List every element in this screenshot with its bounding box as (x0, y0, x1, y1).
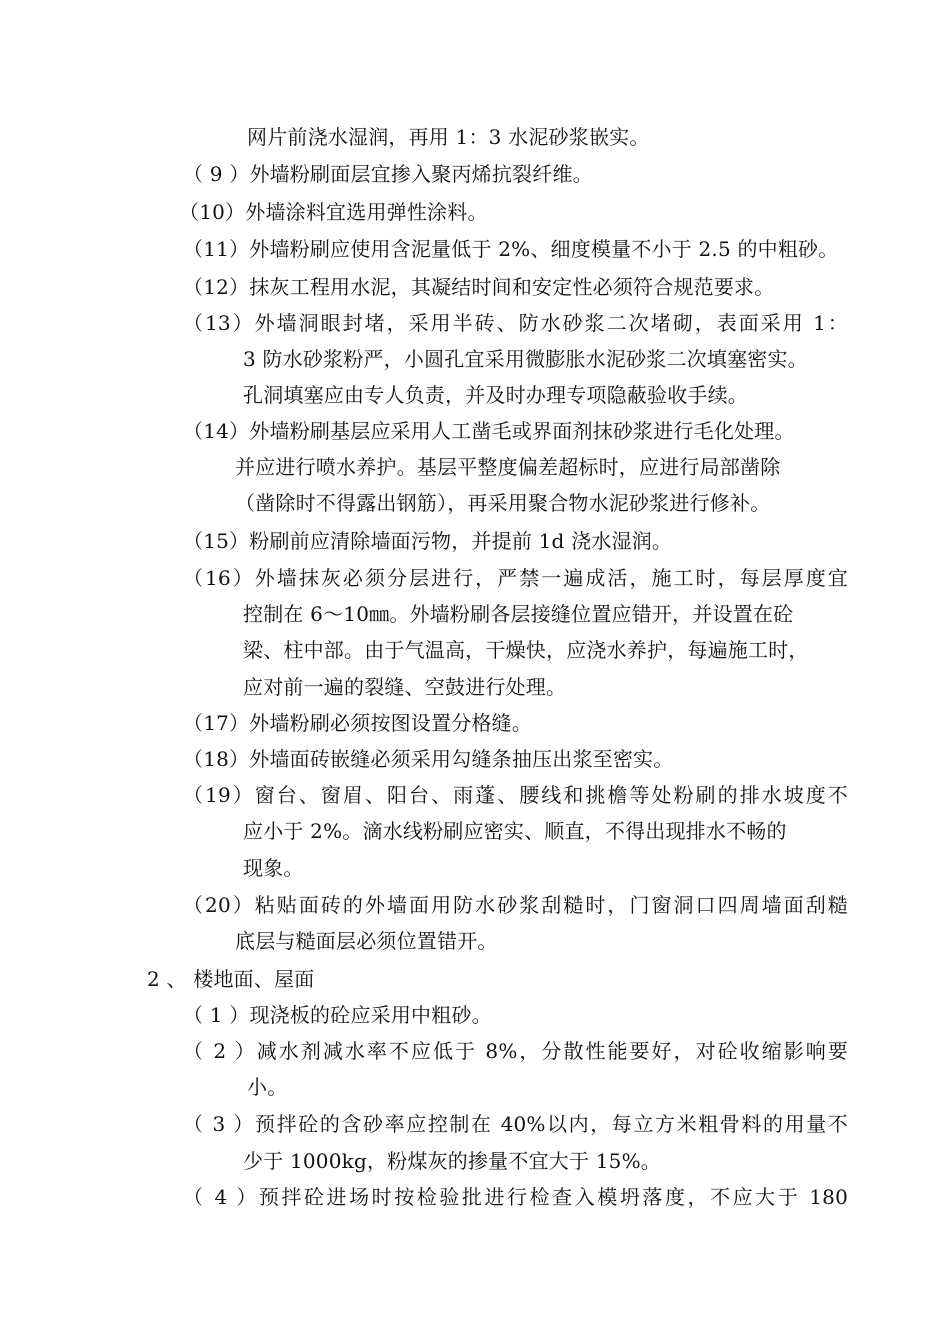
text-line: 现象。 (243, 856, 304, 880)
text-line: （ 1 ）现浇板的砼应采用中粗砂。 (183, 1003, 492, 1027)
section-heading: 2 、 楼地面、屋面 (147, 967, 315, 991)
text-line: 小。 (247, 1075, 288, 1099)
text-line: （17）外墙粉刷必须按图设置分格缝。 (183, 711, 533, 735)
text-line: 3 防水砂浆粉严，小圆孔宜采用微膨胀水泥砂浆二次填塞密实。 (243, 347, 808, 371)
text-line: （ 9 ）外墙粉刷面层宜掺入聚丙烯抗裂纤维。 (183, 162, 593, 186)
text-line: （18）外墙面砖嵌缝必须采用勾缝条抽压出浆至密实。 (183, 747, 674, 771)
text-line: 应小于 2%。滴水线粉刷应密实、顺直，不得出现排水不畅的 (243, 819, 787, 843)
text-line: （13）外墙洞眼封堵，采用半砖、防水砂浆二次堵砌，表面采用 1： (183, 311, 848, 335)
text-line: 少于 1000kg，粉煤灰的掺量不宜大于 15%。 (243, 1149, 661, 1173)
text-line: 底层与糙面层必须位置错开。 (235, 929, 498, 953)
text-line: 应对前一遍的裂缝、空鼓进行处理。 (243, 675, 567, 699)
text-line: （20）粘贴面砖的外墙面用防水砂浆刮糙时，门窗洞口四周墙面刮糙 (183, 893, 848, 917)
text-line: （ 2 ）减水剂减水率不应低于 8%，分散性能要好，对砼收缩影响要 (183, 1039, 848, 1063)
text-line: 并应进行喷水养护。基层平整度偏差超标时，应进行局部凿除 (235, 455, 781, 479)
text-line: （12）抹灰工程用水泥，其凝结时间和安定性必须符合规范要求。 (183, 275, 775, 299)
text-line: （15）粉刷前应清除墙面污物，并提前 1d 浇水湿润。 (183, 529, 673, 553)
text-line: （10）外墙涂料宜选用弹性涂料。 (179, 200, 488, 224)
text-line: 孔洞填塞应由专人负责，并及时办理专项隐蔽验收手续。 (243, 383, 748, 407)
text-line: （14）外墙粉刷基层应采用人工凿毛或界面剂抹砂浆进行毛化处理。 (183, 419, 795, 443)
text-line: 梁、柱中部。由于气温高，干燥快，应浇水养护，每遍施工时， (243, 638, 809, 662)
text-line: （11）外墙粉刷应使用含泥量低于 2%、细度模量不小于 2.5 的中粗砂。 (183, 237, 839, 261)
text-line: 控制在 6～10㎜。外墙粉刷各层接缝位置应错开，并设置在砼 (243, 602, 794, 626)
text-line: 网片前浇水湿润，再用 1：3 水泥砂浆嵌实。 (247, 125, 650, 149)
text-line: （凿除时不得露出钢筋），再采用聚合物水泥砂浆进行修补。 (235, 491, 771, 515)
text-line: （19）窗台、窗眉、阳台、雨蓬、腰线和挑檐等处粉刷的排水坡度不 (183, 783, 848, 807)
text-line: （ 3 ）预拌砼的含砂率应控制在 40%以内，每立方米粗骨料的用量不 (183, 1112, 848, 1136)
text-line: （ 4 ）预拌砼进场时按检验批进行检查入模坍落度，不应大于 180 (183, 1185, 848, 1209)
text-line: （16）外墙抹灰必须分层进行，严禁一遍成活，施工时，每层厚度宜 (183, 566, 848, 590)
